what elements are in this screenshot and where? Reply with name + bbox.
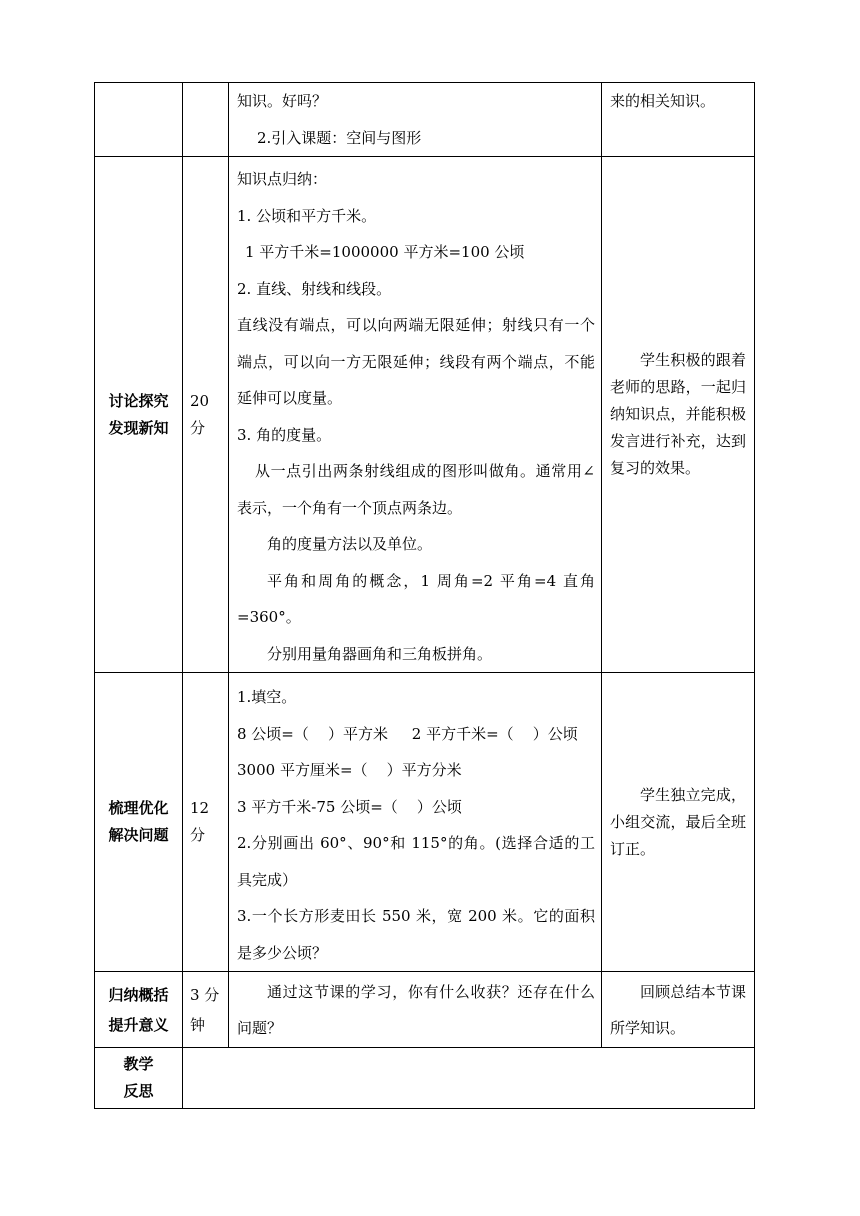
stage-title: 发现新知 <box>108 418 169 437</box>
lesson-plan-table <box>94 82 755 1109</box>
content-line: 3. 角的度量。 <box>237 425 332 444</box>
content-line: 知识。好吗？ <box>237 92 328 110</box>
minutes-cell <box>183 157 229 673</box>
minutes-value: 12 <box>190 799 210 817</box>
content-paragraph: 通过这节课的学习，你有什么收获？还存在什么问题？ <box>237 982 595 1037</box>
content-cell <box>229 157 602 673</box>
content-cell <box>229 972 602 1048</box>
stage-title: 梳理优化 <box>108 799 169 817</box>
content-line: 2.引入课题：空间与图形 <box>257 128 422 147</box>
content-paragraph: 从一点引出两条射线组成的图形叫做角。通常用∠表示，一个角有一个顶点两条边。 <box>237 462 595 517</box>
content-line: 3 平方千米-75 公顷=（ ）公顷 <box>237 797 462 816</box>
student-activity: 来的相关知识。 <box>610 92 716 110</box>
stage-title: 归纳概括 <box>108 985 169 1004</box>
student-cell <box>602 673 755 972</box>
stage-cell <box>95 157 183 673</box>
student-activity: 回顾总结本节课所学知识。 <box>610 982 746 1037</box>
content-line: 8 公顷=（ ）平方米 2 平方千米=（ ）公顷 <box>237 724 578 743</box>
minutes-unit: 分 <box>190 418 206 437</box>
student-cell <box>602 972 755 1048</box>
table-row <box>95 673 755 972</box>
content-paragraph: 2.分别画出 60°、90°和 115°的角。(选择合适的工具完成） <box>237 834 595 889</box>
stage-title: 教学 <box>123 1055 154 1073</box>
table-row <box>95 157 755 673</box>
content-cell <box>229 83 602 157</box>
content-line: 1. 公顷和平方千米。 <box>237 206 377 225</box>
minutes-cell <box>183 83 229 157</box>
content-paragraph: 3.一个长方形麦田长 550 米，宽 200 米。它的面积是多少公顷？ <box>237 907 595 962</box>
student-activity: 学生独立完成，小组交流，最后全班订正。 <box>610 785 746 858</box>
student-cell <box>602 83 755 157</box>
content-line: 角的度量方法以及单位。 <box>267 535 433 553</box>
minutes-value: 20 <box>190 391 210 410</box>
content-line: 分别用量角器画角和三角板拼角。 <box>267 644 493 663</box>
stage-title: 反思 <box>123 1082 154 1100</box>
stage-title: 讨论探究 <box>108 391 169 410</box>
stage-cell <box>95 1048 183 1109</box>
content-line: 1.填空。 <box>237 688 297 706</box>
stage-cell <box>95 972 183 1048</box>
student-activity: 学生积极的跟着老师的思路，一起归纳知识点，并能积极发言进行补充，达到复习的效果。 <box>610 351 746 477</box>
table-row <box>95 83 755 157</box>
table-row <box>95 972 755 1048</box>
content-line: 1 平方千米=1000000 平方米=100 公顷 <box>245 243 525 261</box>
minutes-value: 3 分 <box>190 985 220 1004</box>
content-cell <box>229 673 602 972</box>
stage-cell <box>95 83 183 157</box>
stage-title: 提升意义 <box>108 1015 169 1034</box>
minutes-cell <box>183 972 229 1048</box>
table-row <box>95 1048 755 1109</box>
student-cell <box>602 157 755 673</box>
content-paragraph: 平角和周角的概念，1 周角=2 平角=4 直角=360°。 <box>237 571 595 626</box>
stage-title: 解决问题 <box>108 826 169 844</box>
reflection-cell <box>183 1048 755 1109</box>
minutes-cell <box>183 673 229 972</box>
content-paragraph: 直线没有端点，可以向两端无限延伸；射线只有一个端点，可以向一方无限延伸；线段有两个端点，不能延伸可以度量。 <box>237 316 595 407</box>
minutes-unit: 分 <box>190 826 206 844</box>
stage-cell <box>95 673 183 972</box>
content-line: 2. 直线、射线和线段。 <box>237 279 392 298</box>
content-line: 3000 平方厘米=（ ）平方分米 <box>237 761 462 779</box>
minutes-unit: 钟 <box>190 1015 206 1034</box>
content-line: 知识点归纳： <box>237 170 328 188</box>
